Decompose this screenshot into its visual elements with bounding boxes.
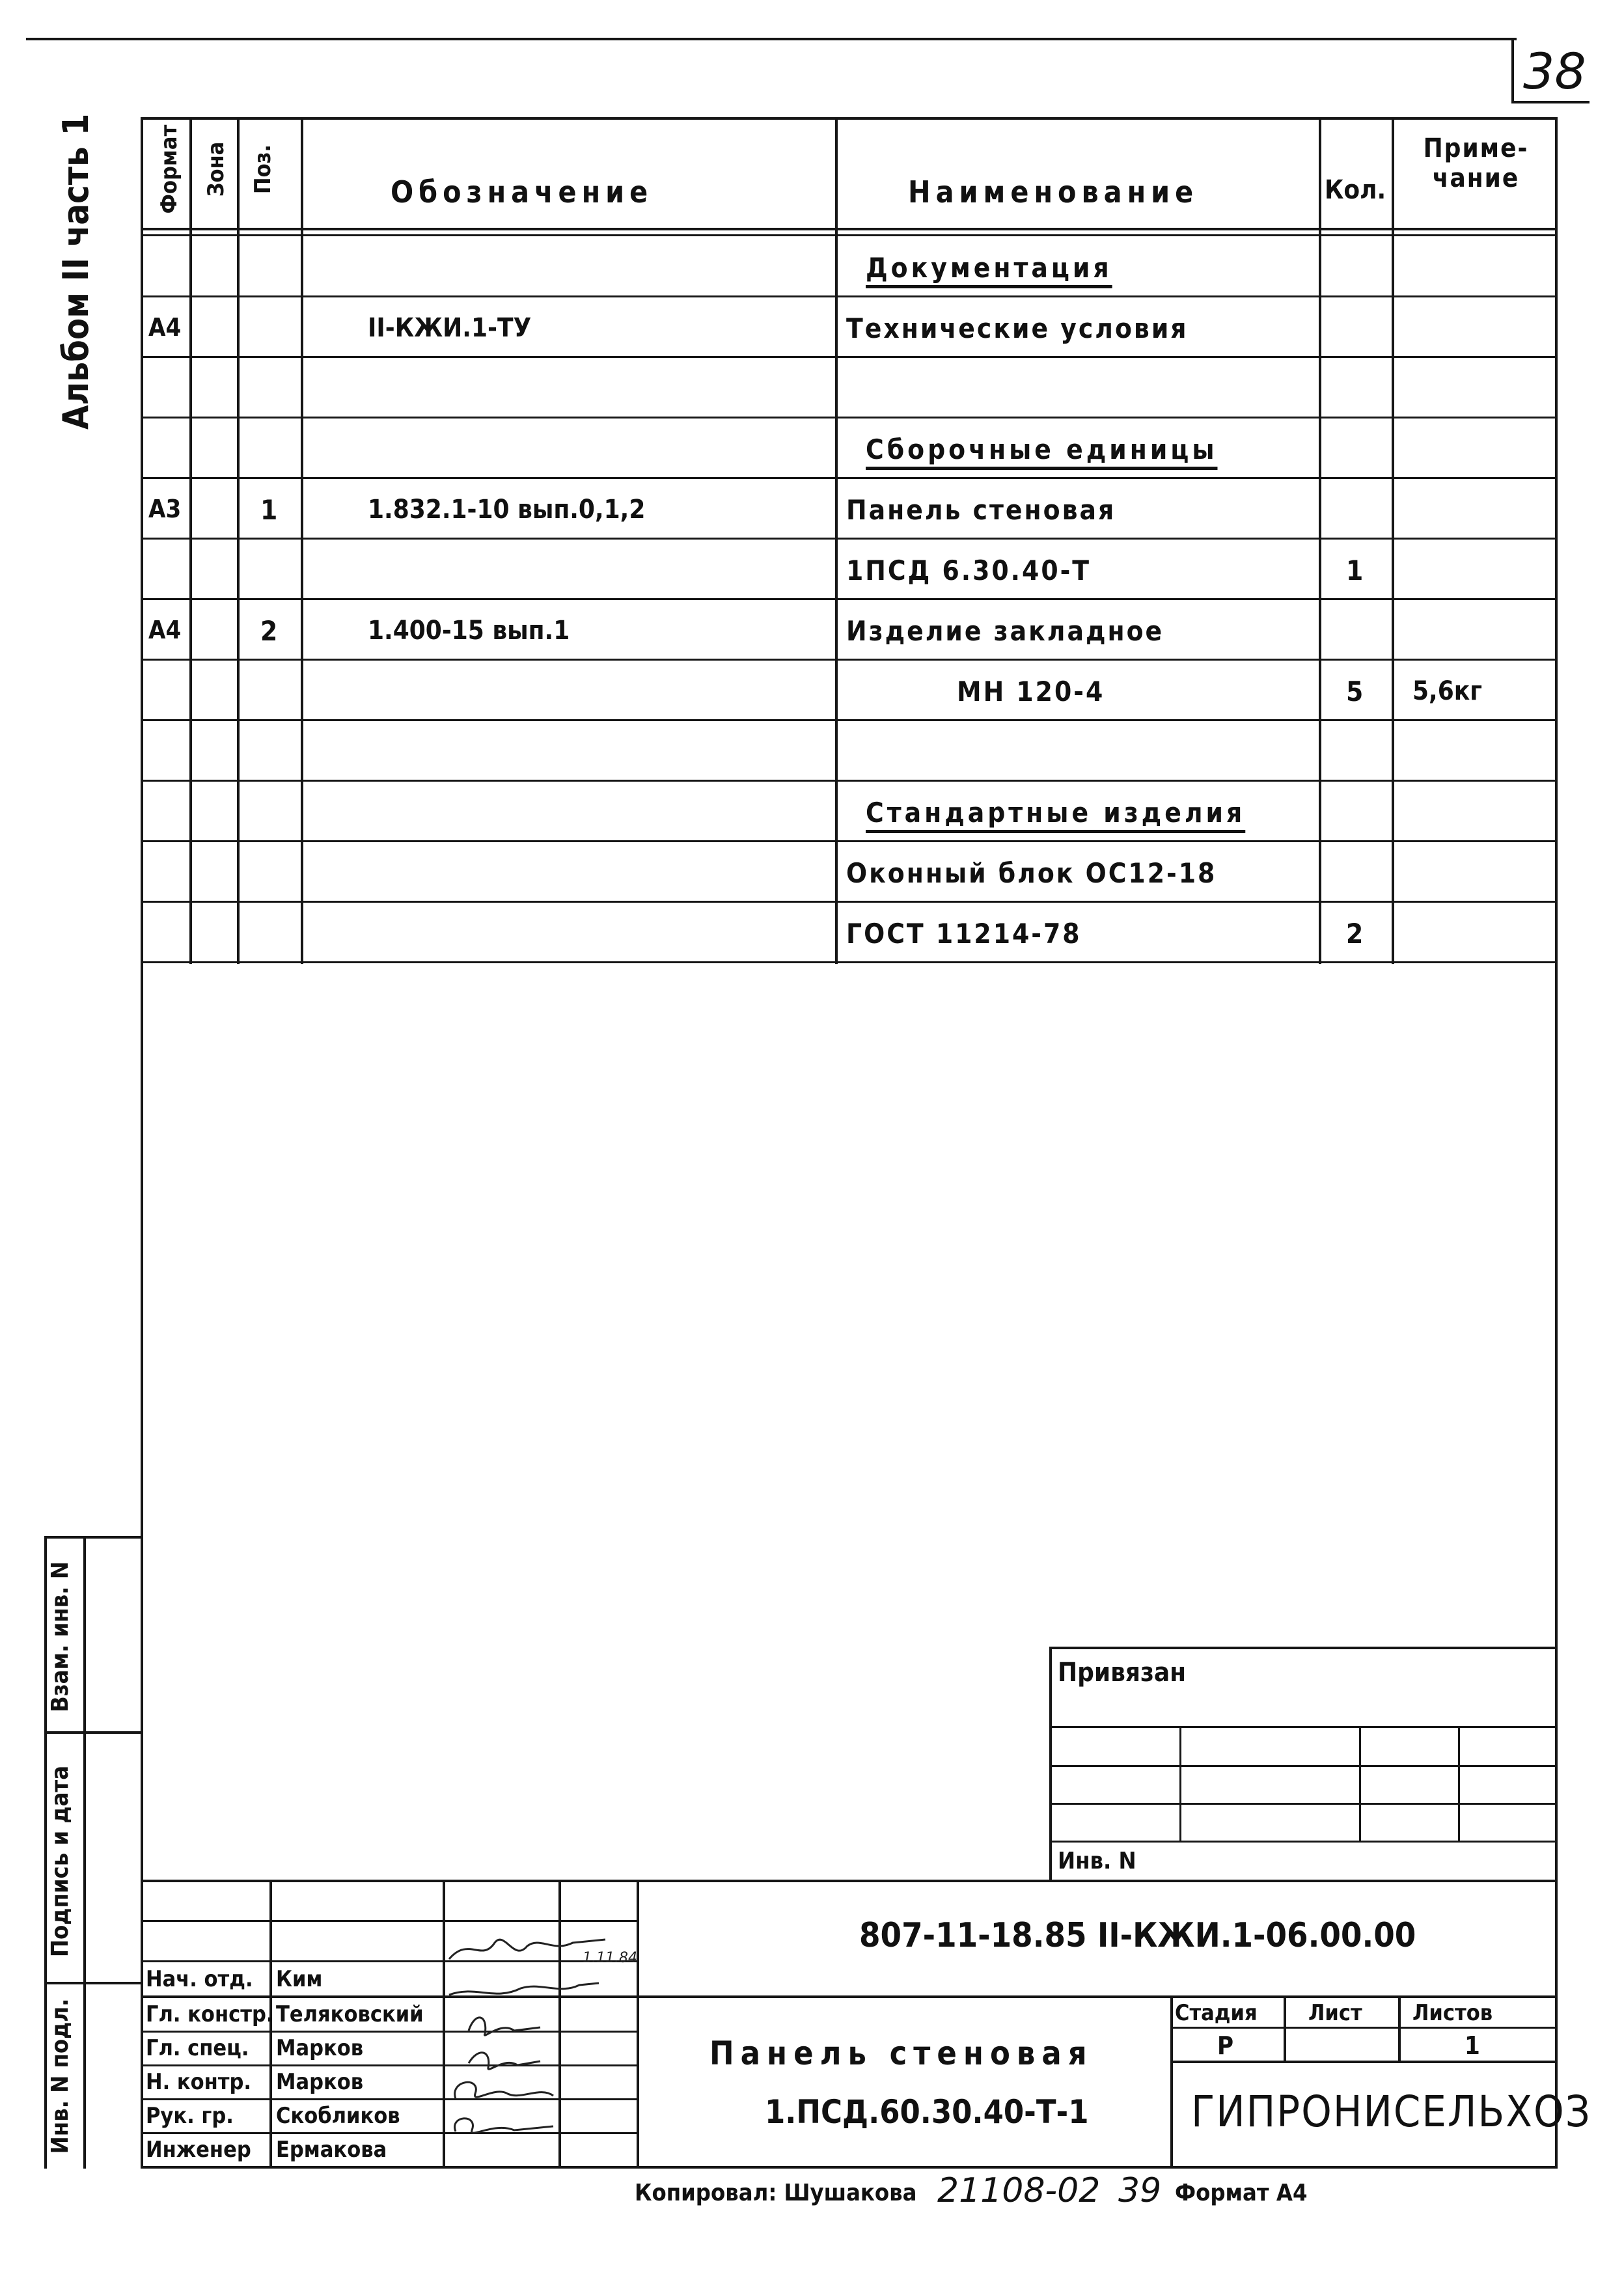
signature-role: Н. контр.	[146, 2069, 252, 2095]
row-separator	[141, 659, 1557, 661]
col-line-qty	[1392, 117, 1394, 964]
organization-name: ГИПРОНИСЕЛЬХОЗ	[1191, 2087, 1591, 2137]
stamp-podpis-data: Подпись и дата	[47, 1765, 74, 1958]
document-title-line1: Панель стеновая	[709, 2035, 1094, 2072]
row-format: А4	[148, 313, 182, 342]
footer-order-no: 21108-02	[937, 2171, 1101, 2210]
signature-role: Нач. отд.	[146, 1966, 253, 1992]
document-code: 807-11-18.85 II-КЖИ.1-06.00.00	[859, 1916, 1416, 1955]
row-name: Стандартные изделия	[866, 797, 1246, 829]
header-format: Формат	[156, 124, 182, 214]
document-title-line2: 1.ПСД.60.30.40-Т-1	[765, 2093, 1089, 2131]
header-divider	[141, 228, 1557, 230]
header-zone: Зона	[203, 141, 229, 197]
signature-role: Гл. констр.	[146, 2001, 274, 2027]
page-number-box-bottom	[1511, 101, 1590, 103]
frame-bottom	[141, 2166, 1557, 2169]
header-note: Приме-чание	[1423, 133, 1529, 193]
privyazan-row-3	[1049, 1803, 1557, 1805]
signature-markov-2	[469, 2053, 540, 2070]
header-name: Наименование	[908, 174, 1199, 210]
sheets-label: Листов	[1412, 2000, 1493, 2026]
row-separator	[141, 356, 1557, 358]
top-border-line	[26, 38, 1517, 40]
frame-right	[1555, 117, 1558, 2169]
row-designation: 1.400-15 вып.1	[368, 616, 570, 646]
page-number-box-left	[1511, 38, 1514, 103]
title-block-top	[141, 1880, 1557, 1882]
stage-value: Р	[1217, 2031, 1234, 2060]
signature-skoblikov	[455, 2082, 553, 2099]
privyazan-inv: Инв. N	[1058, 1848, 1136, 1874]
handwritten-signatures	[443, 1923, 638, 2164]
footer-sheet-no: 39	[1118, 2171, 1162, 2210]
row-name: МН 120-4	[957, 676, 1105, 707]
row-name: ГОСТ 11214-78	[846, 918, 1082, 950]
row-name: Технические условия	[846, 312, 1189, 344]
signature-date: 1.11.84	[583, 1950, 637, 1966]
row-separator	[141, 840, 1557, 842]
row-separator	[141, 780, 1557, 782]
row-designation: II-КЖИ.1-ТУ	[368, 313, 532, 343]
privyazan-col-3	[1458, 1726, 1460, 1841]
row-name: Панель стеновая	[846, 494, 1116, 526]
privyazan-col-2	[1359, 1726, 1361, 1841]
row-separator	[141, 417, 1557, 418]
side-album-label: Альбом II часть 1	[55, 113, 96, 430]
row-name: Изделие закладное	[846, 615, 1164, 647]
footer-copied: Копировал: Шушакова	[635, 2180, 917, 2206]
stage-col-2	[1398, 1995, 1401, 2061]
header-divider-2	[141, 234, 1557, 236]
signature-ermakova	[455, 2118, 553, 2133]
signature-telyakovsky	[449, 1983, 599, 1995]
frame-left	[141, 117, 143, 2169]
signature-role: Инженер	[146, 2137, 251, 2163]
privyazan-col-1	[1179, 1726, 1181, 1841]
privyazan-top	[1049, 1647, 1557, 1649]
row-separator	[141, 538, 1557, 540]
privyazan-left	[1049, 1647, 1052, 1881]
row-separator	[141, 901, 1557, 903]
stage-col-1	[1284, 1995, 1286, 2061]
frame-top	[141, 117, 1557, 120]
sheets-value: 1	[1465, 2031, 1480, 2060]
row-designation: 1.832.1-10 вып.0,1,2	[368, 495, 646, 525]
row-format: А4	[148, 616, 182, 644]
header-designation: Обозначение	[391, 174, 654, 210]
privyazan-row-2	[1049, 1765, 1557, 1767]
signature-name: Скобликов	[276, 2103, 400, 2129]
row-qty: 5	[1346, 676, 1364, 707]
row-note: 5,6кг	[1412, 676, 1482, 706]
row-name: Оконный блок ОС12-18	[846, 857, 1217, 889]
privyazan-row-4	[1049, 1841, 1557, 1843]
col-line-designation	[835, 117, 838, 964]
sig-row-line-main	[141, 1995, 1557, 1998]
row-pos: 2	[260, 615, 278, 647]
col-line-pos	[301, 117, 303, 964]
stamp-inv-podl: Инв. N подл.	[47, 1998, 74, 2154]
row-pos: 1	[260, 494, 278, 526]
row-separator	[141, 961, 1557, 963]
page-number: 38	[1523, 42, 1586, 100]
stamp-vzam-inv: Взам. инв. N	[47, 1561, 74, 1712]
row-name: Документация	[866, 252, 1112, 284]
row-separator	[141, 295, 1557, 297]
footer-format: Формат А4	[1175, 2180, 1308, 2206]
header-pos: Поз.	[250, 144, 276, 195]
header-qty: Кол.	[1325, 175, 1386, 205]
row-name: 1ПСД 6.30.40-Т	[846, 555, 1092, 586]
signature-markov-1	[469, 2018, 540, 2035]
privyazan-label: Привязан	[1058, 1658, 1187, 1688]
row-qty: 1	[1346, 555, 1364, 586]
stage-block-left	[1170, 1995, 1173, 2169]
signature-name: Марков	[276, 2069, 364, 2095]
signature-role: Рук. гр.	[146, 2103, 234, 2129]
row-format: А3	[148, 495, 182, 523]
privyazan-row-1	[1049, 1726, 1557, 1728]
signature-name: Ермакова	[276, 2137, 387, 2163]
sig-row-line	[141, 1920, 637, 1922]
stamp-strip-inner	[83, 1536, 86, 2169]
stage-header-line	[1170, 2027, 1557, 2029]
stage-label: Стадия	[1175, 2000, 1258, 2026]
row-separator	[141, 477, 1557, 479]
row-separator	[141, 598, 1557, 600]
sheet-label: Лист	[1308, 2000, 1362, 2026]
col-line-format	[189, 117, 192, 964]
signature-name: Марков	[276, 2035, 364, 2061]
col-line-name	[1319, 117, 1321, 964]
stamp-strip-top	[44, 1536, 142, 1539]
row-qty: 2	[1346, 918, 1364, 950]
signature-kim	[449, 1939, 605, 1959]
signature-name: Теляковский	[276, 2001, 424, 2027]
row-separator	[141, 719, 1557, 721]
col-line-zone	[237, 117, 240, 964]
row-name: Сборочные единицы	[866, 433, 1218, 465]
stage-value-line	[1170, 2061, 1557, 2063]
signature-role: Гл. спец.	[146, 2035, 249, 2061]
signature-name: Ким	[276, 1966, 323, 1992]
